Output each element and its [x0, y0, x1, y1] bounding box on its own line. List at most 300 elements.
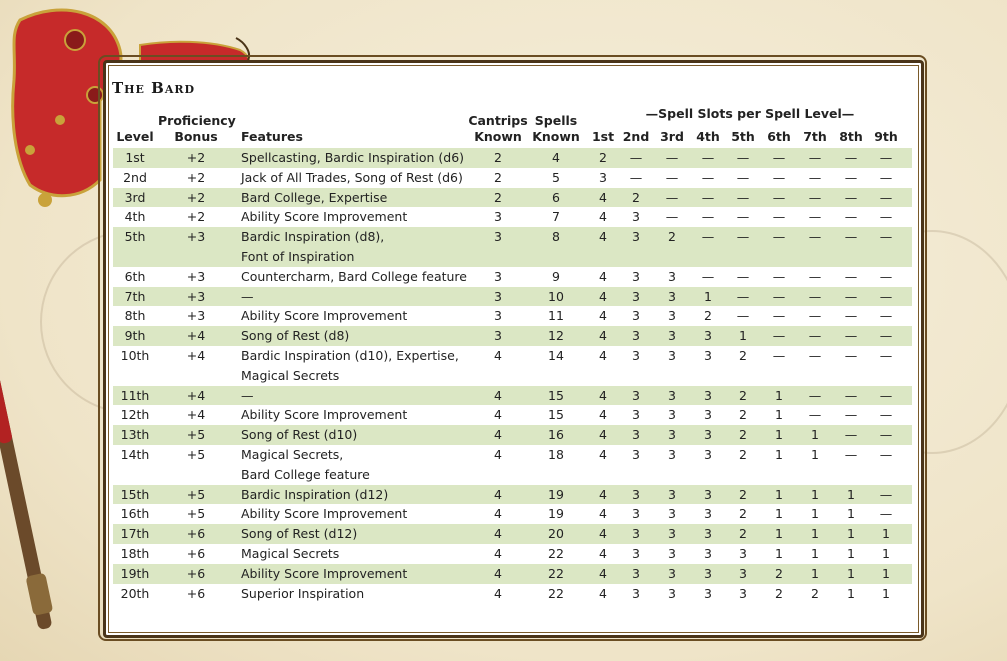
cell-spell-slot-6th: 1 — [775, 427, 783, 443]
cell-spell-slot-1st: 4 — [599, 387, 607, 403]
cell-spell-slot-2nd: 3 — [632, 486, 640, 502]
cell-spell-slot-3rd: 3 — [668, 486, 676, 502]
cell-spell-slot-4th: — — [701, 229, 715, 245]
cell-features: Jack of All Trades, Song of Rest (d6) — [241, 169, 463, 185]
cell-spell-slot-5th: — — [736, 229, 750, 245]
cell-spell-slot-9th: — — [879, 328, 893, 344]
cell-spell-slot-6th: 1 — [775, 486, 783, 502]
cell-cantrips-known: 3 — [494, 308, 502, 324]
header-slot-7th: 7th — [803, 129, 827, 144]
cell-spell-slot-8th: — — [844, 189, 858, 205]
cell-spell-slot-6th: 1 — [775, 407, 783, 423]
cell-spell-slot-8th: — — [844, 150, 858, 165]
cell-spells-known: 4 — [552, 150, 560, 165]
header-slot-9th: 9th — [874, 129, 898, 144]
cell-spell-slot-3rd: 3 — [668, 585, 676, 601]
cell-level: 13th — [120, 427, 150, 443]
cell-spell-slot-6th: — — [772, 288, 786, 304]
cell-spell-slot-3rd: 3 — [668, 288, 676, 304]
cell-spell-slot-1st: 4 — [599, 189, 607, 205]
cell-level: 19th — [120, 565, 150, 581]
cell-spell-slot-8th: — — [844, 447, 858, 462]
cell-spell-slot-4th: 3 — [704, 407, 712, 423]
cell-spell-slot-6th: 1 — [775, 506, 783, 522]
cell-proficiency-bonus: +3 — [186, 229, 206, 245]
cell-cantrips-known: 4 — [494, 526, 502, 542]
cell-cantrips-known: 2 — [494, 150, 502, 165]
cell-spell-slot-4th: 3 — [704, 447, 712, 462]
cell-features: Song of Rest (d8) — [241, 328, 350, 344]
cell-spell-slot-5th: 2 — [739, 348, 747, 363]
cell-spell-slot-7th: 1 — [811, 447, 819, 462]
header-slot-5th: 5th — [731, 129, 755, 144]
cell-spell-slot-8th: — — [844, 169, 858, 185]
cell-level: 8th — [124, 308, 146, 324]
cell-spell-slot-7th: 1 — [811, 506, 819, 522]
cell-spell-slot-3rd: 3 — [668, 565, 676, 581]
cell-spell-slot-2nd: 3 — [632, 268, 640, 284]
cell-cantrips-known: 4 — [494, 565, 502, 581]
cell-spell-slot-2nd: 3 — [632, 209, 640, 225]
cell-spell-slot-5th: — — [736, 169, 750, 185]
cell-proficiency-bonus: +4 — [186, 348, 206, 363]
cell-spell-slot-1st: 4 — [599, 348, 607, 363]
cell-level: 9th — [124, 328, 146, 344]
cell-spell-slot-2nd: 3 — [632, 506, 640, 522]
cell-spell-slot-3rd: 3 — [668, 526, 676, 542]
cell-spell-slot-6th: — — [772, 189, 786, 205]
cell-spell-slot-8th: 1 — [847, 506, 855, 522]
cell-proficiency-bonus: +3 — [186, 288, 206, 304]
cell-spell-slot-8th: 1 — [847, 585, 855, 601]
cell-cantrips-known: 4 — [494, 585, 502, 601]
cell-spell-slot-4th: — — [701, 169, 715, 185]
header-slot-4th: 4th — [696, 129, 720, 144]
cell-spell-slot-4th: 3 — [704, 387, 712, 403]
cell-spell-slot-1st: 4 — [599, 447, 607, 462]
cell-proficiency-bonus: +2 — [186, 150, 206, 165]
header-slot-2nd: 2nd — [622, 129, 650, 144]
cell-level: 11th — [120, 387, 150, 403]
cell-cantrips-known: 3 — [494, 288, 502, 304]
cell-spell-slot-8th: 1 — [847, 486, 855, 502]
cell-spell-slot-3rd: — — [665, 150, 679, 165]
cell-spell-slot-9th: — — [879, 486, 893, 502]
cell-spell-slot-8th: — — [844, 209, 858, 225]
cell-spells-known: 15 — [548, 407, 564, 423]
cell-spell-slot-1st: 4 — [599, 565, 607, 581]
cell-spell-slot-8th: 1 — [847, 526, 855, 542]
cell-spell-slot-5th: — — [736, 288, 750, 304]
cell-features: Ability Score Improvement — [241, 407, 408, 423]
cell-spell-slot-6th: — — [772, 169, 786, 185]
cell-spell-slot-5th: 2 — [739, 506, 747, 522]
header-spells-2: Known — [532, 129, 580, 144]
cell-spell-slot-9th: 1 — [882, 526, 890, 542]
cell-spell-slot-4th: 3 — [704, 506, 712, 522]
cell-spell-slot-7th: — — [808, 308, 822, 324]
cell-features: Ability Score Improvement — [241, 308, 408, 324]
cell-spell-slot-4th: 3 — [704, 546, 712, 561]
cell-features: Bardic Inspiration (d12) — [241, 486, 389, 502]
cell-cantrips-known: 4 — [494, 387, 502, 403]
cell-spell-slot-3rd: — — [665, 169, 679, 185]
cell-spells-known: 8 — [552, 229, 560, 245]
cell-level: 7th — [124, 288, 146, 304]
cell-spell-slot-2nd: 3 — [632, 427, 640, 443]
cell-spell-slot-3rd: 2 — [668, 229, 676, 245]
header-features: Features — [241, 129, 303, 144]
cell-spell-slot-3rd: 3 — [668, 407, 676, 423]
cell-cantrips-known: 3 — [494, 328, 502, 344]
cell-spells-known: 14 — [548, 348, 564, 363]
cell-spell-slot-8th: — — [844, 328, 858, 344]
cell-spell-slot-4th: — — [701, 268, 715, 284]
cell-features: Spellcasting, Bardic Inspiration (d6) — [241, 150, 465, 165]
cell-spell-slot-5th: 2 — [739, 427, 747, 443]
cell-spell-slot-2nd: 3 — [632, 585, 640, 601]
cell-spell-slot-1st: 4 — [599, 268, 607, 284]
cell-proficiency-bonus: +5 — [186, 486, 206, 502]
cell-level: 6th — [124, 268, 146, 284]
cell-features: Superior Inspiration — [241, 585, 365, 601]
cell-proficiency-bonus: +3 — [186, 308, 206, 324]
cell-spell-slot-2nd: 3 — [632, 526, 640, 542]
cell-spell-slot-2nd: — — [629, 169, 643, 185]
header-slot-6th: 6th — [767, 129, 791, 144]
cell-features: Song of Rest (d10) — [241, 427, 358, 443]
cell-proficiency-bonus: +6 — [186, 526, 206, 542]
header-slot-8th: 8th — [839, 129, 863, 144]
cell-features: Bard College, Expertise — [241, 189, 388, 205]
cell-spells-known: 22 — [548, 585, 564, 601]
cell-spells-known: 5 — [552, 169, 560, 185]
cell-spell-slot-3rd: 3 — [668, 447, 676, 462]
cell-spell-slot-8th: — — [844, 288, 858, 304]
cell-spell-slot-1st: 4 — [599, 288, 607, 304]
cell-spell-slot-9th: — — [879, 447, 893, 462]
cell-cantrips-known: 4 — [494, 486, 502, 502]
cell-spells-known: 7 — [552, 209, 560, 225]
cell-proficiency-bonus: +4 — [186, 407, 206, 423]
cell-spell-slot-5th: 2 — [739, 387, 747, 403]
cell-spell-slot-3rd: 3 — [668, 328, 676, 344]
cell-spell-slot-9th: — — [879, 387, 893, 403]
cell-spell-slot-7th: — — [808, 150, 822, 165]
cell-level: 18th — [120, 546, 150, 561]
cell-spell-slot-5th: — — [736, 308, 750, 324]
cell-spell-slot-5th: 2 — [739, 486, 747, 502]
cell-cantrips-known: 4 — [494, 506, 502, 522]
cell-spell-slot-2nd: 3 — [632, 308, 640, 324]
cell-cantrips-known: 2 — [494, 189, 502, 205]
cell-features: — — [241, 288, 254, 304]
cell-spells-known: 18 — [548, 447, 564, 462]
cell-spell-slot-4th: — — [701, 209, 715, 225]
cell-spells-known: 19 — [548, 486, 564, 502]
cell-spell-slot-7th: 1 — [811, 486, 819, 502]
cell-features: Ability Score Improvement — [241, 209, 408, 225]
cell-spell-slot-8th: 1 — [847, 565, 855, 581]
cell-spell-slot-9th: — — [879, 348, 893, 363]
header-cantrips-1: Cantrips — [468, 113, 528, 128]
cell-features: Bard College feature — [241, 466, 370, 482]
cell-proficiency-bonus: +5 — [186, 427, 206, 443]
cell-spell-slot-6th: 1 — [775, 387, 783, 403]
cell-proficiency-bonus: +6 — [186, 585, 206, 601]
cell-spell-slot-6th: 1 — [775, 546, 783, 561]
cell-level: 20th — [120, 585, 150, 601]
cell-features: Countercharm, Bard College feature — [241, 268, 467, 284]
cell-spells-known: 9 — [552, 268, 560, 284]
cell-spell-slot-7th: 1 — [811, 546, 819, 561]
cell-spell-slot-2nd: 3 — [632, 447, 640, 462]
cell-level: 2nd — [123, 169, 147, 185]
cell-features: Bardic Inspiration (d10), Expertise, — [241, 348, 459, 363]
cell-level: 14th — [120, 447, 150, 462]
cell-spell-slot-6th: — — [772, 328, 786, 344]
cell-spell-slot-2nd: 3 — [632, 565, 640, 581]
cell-spell-slot-7th: — — [808, 229, 822, 245]
cell-spell-slot-2nd: 3 — [632, 407, 640, 423]
cell-spell-slot-3rd: — — [665, 209, 679, 225]
cell-spell-slot-4th: 3 — [704, 328, 712, 344]
cell-spell-slot-6th: 2 — [775, 565, 783, 581]
cell-level: 5th — [124, 229, 146, 245]
cell-spell-slot-3rd: 3 — [668, 506, 676, 522]
cell-spell-slot-6th: — — [772, 308, 786, 324]
cell-spell-slot-7th: — — [808, 328, 822, 344]
cell-spell-slot-2nd: 3 — [632, 348, 640, 363]
cell-spell-slot-7th: — — [808, 169, 822, 185]
cell-spell-slot-4th: — — [701, 189, 715, 205]
cell-spell-slot-5th: 2 — [739, 407, 747, 423]
cell-spell-slot-8th: — — [844, 308, 858, 324]
cell-spell-slot-7th: 1 — [811, 565, 819, 581]
cell-spells-known: 15 — [548, 387, 564, 403]
cell-spells-known: 12 — [548, 328, 564, 344]
cell-spell-slot-7th: — — [808, 189, 822, 205]
cell-spell-slot-4th: 3 — [704, 585, 712, 601]
cell-spell-slot-2nd: 2 — [632, 189, 640, 205]
cell-spell-slot-9th: 1 — [882, 546, 890, 561]
cell-spell-slot-5th: 2 — [739, 447, 747, 462]
cell-spell-slot-8th: — — [844, 268, 858, 284]
cell-level: 10th — [120, 348, 150, 363]
cell-proficiency-bonus: +6 — [186, 565, 206, 581]
cell-level: 16th — [120, 506, 150, 522]
cell-spell-slot-1st: 4 — [599, 209, 607, 225]
cell-cantrips-known: 2 — [494, 169, 502, 185]
cell-spell-slot-1st: 4 — [599, 308, 607, 324]
cell-cantrips-known: 3 — [494, 229, 502, 245]
cell-spell-slot-4th: 3 — [704, 348, 712, 363]
cell-spell-slot-2nd: 3 — [632, 328, 640, 344]
cell-cantrips-known: 4 — [494, 407, 502, 423]
cell-level: 4th — [124, 209, 146, 225]
cell-proficiency-bonus: +2 — [186, 189, 206, 205]
cell-spells-known: 19 — [548, 506, 564, 522]
cell-spell-slot-7th: 2 — [811, 585, 819, 601]
cell-spell-slot-1st: 4 — [599, 526, 607, 542]
cell-spells-known: 22 — [548, 546, 564, 561]
cell-spell-slot-5th: — — [736, 268, 750, 284]
cell-spell-slot-1st: 4 — [599, 427, 607, 443]
header-proficiency-1: Proficiency — [158, 113, 236, 128]
cell-spell-slot-6th: — — [772, 150, 786, 165]
cell-features: Song of Rest (d12) — [241, 526, 358, 542]
cell-spell-slot-7th: — — [808, 288, 822, 304]
cell-level: 3rd — [124, 189, 146, 205]
cell-spell-slot-5th: — — [736, 189, 750, 205]
cell-spell-slot-1st: 4 — [599, 506, 607, 522]
cell-spell-slot-7th: — — [808, 348, 822, 363]
cell-spell-slot-2nd: 3 — [632, 288, 640, 304]
cell-spell-slot-1st: 4 — [599, 546, 607, 561]
header-cantrips-2: Known — [474, 129, 522, 144]
cell-spell-slot-3rd: — — [665, 189, 679, 205]
cell-spell-slot-1st: 3 — [599, 169, 607, 185]
cell-level: 12th — [120, 407, 150, 423]
cell-proficiency-bonus: +2 — [186, 169, 206, 185]
cell-features: Magical Secrets, — [241, 447, 344, 462]
header-slot-3rd: 3rd — [660, 129, 684, 144]
cell-cantrips-known: 4 — [494, 427, 502, 443]
cell-spell-slot-9th: — — [879, 189, 893, 205]
cell-proficiency-bonus: +4 — [186, 328, 206, 344]
cell-cantrips-known: 4 — [494, 348, 502, 363]
cell-spell-slot-6th: 1 — [775, 526, 783, 542]
cell-spells-known: 22 — [548, 565, 564, 581]
cell-spell-slot-5th: — — [736, 209, 750, 225]
cell-features: Bardic Inspiration (d8), — [241, 229, 385, 245]
cell-spell-slot-9th: — — [879, 407, 893, 423]
cell-spell-slot-6th: — — [772, 229, 786, 245]
cell-spell-slot-9th: — — [879, 150, 893, 165]
cell-features: Magical Secrets — [241, 367, 340, 383]
cell-spell-slot-8th: — — [844, 407, 858, 423]
cell-spell-slot-9th: — — [879, 229, 893, 245]
cell-spells-known: 20 — [548, 526, 564, 542]
cell-spells-known: 11 — [548, 308, 564, 324]
cell-spell-slot-2nd: 3 — [632, 387, 640, 403]
cell-spell-slot-9th: — — [879, 288, 893, 304]
cell-spell-slot-7th: — — [808, 387, 822, 403]
cell-spell-slot-1st: 4 — [599, 407, 607, 423]
cell-spell-slot-7th: — — [808, 407, 822, 423]
cell-spell-slot-1st: 4 — [599, 486, 607, 502]
cell-spell-slot-7th: 1 — [811, 427, 819, 443]
header-level: Level — [116, 129, 154, 144]
cell-spell-slot-3rd: 3 — [668, 348, 676, 363]
cell-spell-slot-6th: — — [772, 268, 786, 284]
cell-spell-slot-5th: 3 — [739, 565, 747, 581]
cell-spell-slot-4th: 3 — [704, 486, 712, 502]
cell-spell-slot-4th: — — [701, 150, 715, 165]
cell-spell-slot-4th: 3 — [704, 565, 712, 581]
cell-spell-slot-8th: — — [844, 229, 858, 245]
cell-spell-slot-6th: — — [772, 348, 786, 363]
cell-spells-known: 16 — [548, 427, 564, 443]
cell-spell-slot-3rd: 3 — [668, 268, 676, 284]
cell-spell-slot-8th: — — [844, 387, 858, 403]
cell-level: 15th — [120, 486, 150, 502]
cell-cantrips-known: 3 — [494, 209, 502, 225]
cell-features: Ability Score Improvement — [241, 506, 408, 522]
cell-cantrips-known: 3 — [494, 268, 502, 284]
cell-spells-known: 6 — [552, 189, 560, 205]
cell-spell-slot-5th: — — [736, 150, 750, 165]
cell-proficiency-bonus: +4 — [186, 387, 206, 403]
cell-spell-slot-6th: 1 — [775, 447, 783, 462]
cell-spell-slot-1st: 4 — [599, 229, 607, 245]
cell-proficiency-bonus: +3 — [186, 268, 206, 284]
header-spells-1: Spells — [534, 113, 578, 128]
cell-proficiency-bonus: +5 — [186, 447, 206, 462]
cell-spell-slot-5th: 1 — [739, 328, 747, 344]
cell-proficiency-bonus: +2 — [186, 209, 206, 225]
cell-spell-slot-9th: — — [879, 209, 893, 225]
cell-spell-slot-1st: 4 — [599, 328, 607, 344]
cell-features: Ability Score Improvement — [241, 565, 408, 581]
cell-spell-slot-9th: 1 — [882, 585, 890, 601]
cell-cantrips-known: 4 — [494, 447, 502, 462]
cell-spell-slot-7th: 1 — [811, 526, 819, 542]
header-proficiency-2: Bonus — [174, 129, 218, 144]
cell-spell-slot-7th: — — [808, 268, 822, 284]
cell-spell-slot-4th: 2 — [704, 308, 712, 324]
cell-spell-slot-9th: — — [879, 268, 893, 284]
cell-spell-slot-8th: — — [844, 427, 858, 443]
cell-spell-slot-3rd: 3 — [668, 387, 676, 403]
cell-spell-slot-5th: 2 — [739, 526, 747, 542]
cell-spell-slot-3rd: 3 — [668, 308, 676, 324]
cell-spell-slot-5th: 3 — [739, 585, 747, 601]
cell-features: Font of Inspiration — [241, 249, 355, 264]
cell-spell-slot-1st: 4 — [599, 585, 607, 601]
cell-spell-slot-9th: 1 — [882, 565, 890, 581]
cell-spell-slot-2nd: — — [629, 150, 643, 165]
table-title: The Bard — [112, 79, 196, 97]
cell-proficiency-bonus: +5 — [186, 506, 206, 522]
cell-spell-slot-4th: 1 — [704, 288, 712, 304]
cell-spell-slot-6th: — — [772, 209, 786, 225]
cell-spells-known: 10 — [548, 288, 564, 304]
cell-spell-slot-8th: — — [844, 348, 858, 363]
cell-spell-slot-3rd: 3 — [668, 427, 676, 443]
cell-spell-slot-1st: 2 — [599, 150, 607, 165]
cell-spell-slot-9th: — — [879, 308, 893, 324]
cell-spell-slot-8th: 1 — [847, 546, 855, 561]
cell-spell-slot-7th: — — [808, 209, 822, 225]
header-spell-slots-group: —Spell Slots per Spell Level— — [645, 106, 855, 121]
cell-spell-slot-4th: 3 — [704, 427, 712, 443]
cell-spell-slot-2nd: 3 — [632, 229, 640, 245]
cell-spell-slot-9th: — — [879, 427, 893, 443]
header-slot-1st: 1st — [591, 129, 615, 144]
cell-spell-slot-3rd: 3 — [668, 546, 676, 561]
cell-spell-slot-2nd: 3 — [632, 546, 640, 561]
cell-proficiency-bonus: +6 — [186, 546, 206, 561]
cell-spell-slot-9th: — — [879, 506, 893, 522]
cell-cantrips-known: 4 — [494, 546, 502, 561]
cell-level: 1st — [125, 150, 145, 165]
cell-level: 17th — [120, 526, 150, 542]
cell-spell-slot-5th: 3 — [739, 546, 747, 561]
cell-spell-slot-6th: 2 — [775, 585, 783, 601]
cell-spell-slot-4th: 3 — [704, 526, 712, 542]
cell-features: — — [241, 387, 254, 403]
